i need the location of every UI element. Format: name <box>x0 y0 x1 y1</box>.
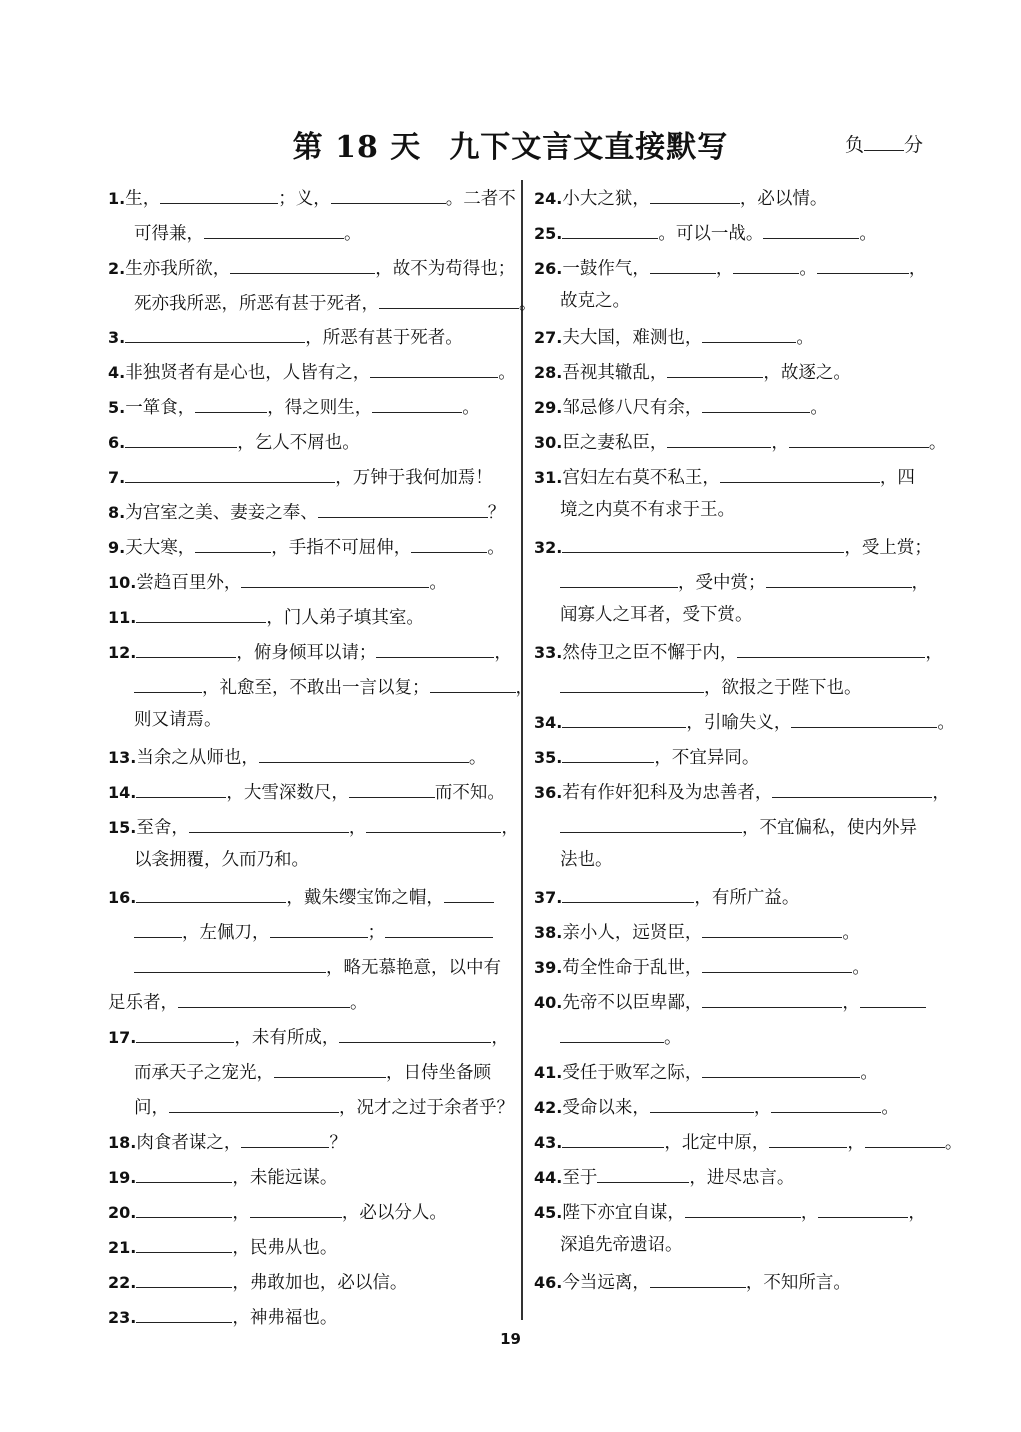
answer-blank[interactable] <box>379 291 519 309</box>
score-field: 负 分 <box>845 134 924 156</box>
item-40-cont: 。 <box>560 1025 682 1048</box>
answer-blank[interactable] <box>195 535 271 553</box>
answer-blank[interactable] <box>650 1095 754 1113</box>
answer-blank[interactable] <box>860 990 926 1008</box>
answer-blank[interactable] <box>349 780 435 798</box>
answer-blank[interactable] <box>702 955 852 973</box>
answer-blank[interactable] <box>702 325 796 343</box>
answer-blank[interactable] <box>339 1025 491 1043</box>
item-15-cont: 以衾拥覆，久而乃和。 <box>134 850 309 870</box>
answer-blank[interactable] <box>562 1130 664 1148</box>
item-36-cont: ，不宜偏私，使内外异 <box>560 815 917 838</box>
item-2: 2.生亦我所欲， ，故不为苟得也； <box>108 256 515 279</box>
item-14: 14. ，大雪深数尺， 而不知。 <box>108 780 505 803</box>
answer-blank[interactable] <box>772 780 932 798</box>
answer-blank[interactable] <box>136 1165 232 1183</box>
answer-blank[interactable] <box>737 640 925 658</box>
answer-blank[interactable] <box>136 1235 232 1253</box>
answer-blank[interactable] <box>178 990 350 1008</box>
answer-blank[interactable] <box>789 430 929 448</box>
answer-blank[interactable] <box>250 1200 342 1218</box>
answer-blank[interactable] <box>562 535 844 553</box>
answer-blank[interactable] <box>366 815 501 833</box>
answer-blank[interactable] <box>766 570 912 588</box>
item-36: 36.若有作奸犯科及为忠善者， ， <box>534 780 950 803</box>
item-16-cont: ，左佩刀， ； <box>134 920 493 943</box>
answer-blank[interactable] <box>444 885 494 903</box>
item-42: 42.受命以来， ， 。 <box>534 1095 899 1118</box>
answer-blank[interactable] <box>818 1200 908 1218</box>
item-32-cont2: 闻寡人之耳者，受下赏。 <box>560 605 753 625</box>
answer-blank[interactable] <box>372 395 462 413</box>
answer-blank[interactable] <box>560 570 678 588</box>
answer-blank[interactable] <box>241 570 429 588</box>
answer-blank[interactable] <box>430 675 516 693</box>
item-30: 30.臣之妻私臣， ， 。 <box>534 430 946 453</box>
item-16-cont2: ，略无慕艳意，以中有 <box>134 955 501 978</box>
answer-blank[interactable] <box>160 186 278 204</box>
item-6: 6. ，乞人不屑也。 <box>108 430 360 453</box>
answer-blank[interactable] <box>733 256 799 274</box>
answer-blank[interactable] <box>702 395 810 413</box>
answer-blank[interactable] <box>136 1305 232 1323</box>
item-41: 41.受任于败军之际， 。 <box>534 1060 878 1083</box>
answer-blank[interactable] <box>385 920 493 938</box>
item-4: 4.非独贤者有是心也，人皆有之， 。 <box>108 360 516 383</box>
item-28: 28.吾视其辙乱， ，故逐之。 <box>534 360 851 383</box>
answer-blank[interactable] <box>597 1165 689 1183</box>
item-45: 45.陛下亦宜自谋， ， ， <box>534 1200 926 1223</box>
item-25: 25. 。可以一战。 。 <box>534 221 877 244</box>
answer-blank[interactable] <box>720 465 880 483</box>
item-31: 31.宫妇左右莫不私王， ，四 <box>534 465 915 488</box>
item-19: 19. ，未能远谋。 <box>108 1165 337 1188</box>
answer-blank[interactable] <box>204 221 344 239</box>
answer-blank[interactable] <box>169 1095 339 1113</box>
answer-blank[interactable] <box>125 325 305 343</box>
item-17-cont2: 问， ，况才之过于余者乎？ <box>134 1095 514 1118</box>
item-9: 9.天大寒， ，手指不可屈伸， 。 <box>108 535 505 558</box>
item-32-cont: ，受中赏； ， <box>560 570 929 593</box>
answer-blank[interactable] <box>125 430 237 448</box>
item-12-cont: ，礼愈至，不敢出一言以复； ， <box>134 675 533 698</box>
item-35: 35. ，不宜异同。 <box>534 745 759 768</box>
answer-blank[interactable] <box>136 1025 234 1043</box>
answer-blank[interactable] <box>136 1270 232 1288</box>
item-7: 7. ，万钟于我何加焉！ <box>108 465 493 488</box>
item-12: 12. ，俯身倾耳以请； ， <box>108 640 512 663</box>
answer-blank[interactable] <box>195 395 267 413</box>
item-29: 29.邹忌修八尺有余， 。 <box>534 395 828 418</box>
item-45-cont: 深追先帝遗诏。 <box>560 1235 683 1255</box>
item-21: 21. ，民弗从也。 <box>108 1235 337 1258</box>
answer-blank[interactable] <box>769 1130 847 1148</box>
item-16: 16. ，戴朱缨宝饰之帽， <box>108 885 494 908</box>
page-number: 19 <box>500 1330 521 1348</box>
answer-blank[interactable] <box>702 1060 860 1078</box>
answer-blank[interactable] <box>650 186 740 204</box>
title-day: 第 18 天 <box>292 130 422 165</box>
answer-blank[interactable] <box>370 360 498 378</box>
item-37: 37. ，有所广益。 <box>534 885 799 908</box>
answer-blank[interactable] <box>134 920 182 938</box>
answer-blank[interactable] <box>667 430 771 448</box>
item-38: 38.亲小人，远贤臣， 。 <box>534 920 860 943</box>
answer-blank[interactable] <box>865 1130 945 1148</box>
answer-blank[interactable] <box>270 920 368 938</box>
answer-blank[interactable] <box>562 221 658 239</box>
item-33: 33.然侍卫之臣不懈于内， ， <box>534 640 943 663</box>
answer-blank[interactable] <box>560 815 742 833</box>
answer-blank[interactable] <box>189 815 349 833</box>
answer-blank[interactable] <box>562 710 686 728</box>
item-1-cont: 可得兼， 。 <box>134 221 362 244</box>
column-divider <box>521 180 523 1320</box>
answer-blank[interactable] <box>136 780 226 798</box>
answer-blank[interactable] <box>134 955 326 973</box>
item-1: 1.生， ；义， 。二者不 <box>108 186 516 209</box>
item-13: 13.当余之从师也， 。 <box>108 745 486 768</box>
item-44: 44.至于 ，进尽忠言。 <box>534 1165 794 1188</box>
answer-blank[interactable] <box>136 605 266 623</box>
title-main: 九下文言文直接默写 <box>449 130 729 165</box>
item-5: 5.一箪食， ，得之则生， 。 <box>108 395 480 418</box>
answer-blank[interactable] <box>136 640 236 658</box>
answer-blank[interactable] <box>560 1025 664 1043</box>
item-33-cont: ，欲报之于陛下也。 <box>560 675 862 698</box>
item-32: 32. ，受上赏； <box>534 535 932 558</box>
item-12-cont2: 则又请焉。 <box>134 710 222 730</box>
answer-blank[interactable] <box>650 256 716 274</box>
item-17-cont: 而承天子之宠光， ，日侍坐备顾 <box>134 1060 491 1083</box>
answer-blank[interactable] <box>274 1060 386 1078</box>
item-36-cont2: 法也。 <box>560 850 613 870</box>
score-blank[interactable] <box>864 132 904 151</box>
answer-blank[interactable] <box>763 221 859 239</box>
item-34: 34. ，引喻失义， 。 <box>534 710 955 733</box>
item-8: 8.为宫室之美、妻妾之奉、 ？ <box>108 500 505 523</box>
item-31-cont: 境之内莫不有求于王。 <box>560 500 735 520</box>
item-24: 24.小大之狱， ，必以情。 <box>534 186 827 209</box>
item-27: 27.夫大国，难测也， 。 <box>534 325 814 348</box>
item-26-cont: 故克之。 <box>560 291 630 311</box>
item-10: 10.尝趋百里外， 。 <box>108 570 447 593</box>
answer-blank[interactable] <box>702 920 842 938</box>
answer-blank[interactable] <box>136 885 286 903</box>
item-22: 22. ，弗敢加也，必以信。 <box>108 1270 407 1293</box>
answer-blank[interactable] <box>125 465 335 483</box>
answer-blank[interactable] <box>562 745 654 763</box>
answer-blank[interactable] <box>134 675 202 693</box>
item-20: 20. ， ，必以分人。 <box>108 1200 447 1223</box>
answer-blank[interactable] <box>259 745 469 763</box>
answer-blank[interactable] <box>241 1130 329 1148</box>
answer-blank[interactable] <box>331 186 446 204</box>
item-16-cont3: 足乐者， 。 <box>108 990 368 1013</box>
item-43: 43. ，北定中原， ， 。 <box>534 1130 962 1153</box>
answer-blank[interactable] <box>230 256 375 274</box>
item-11: 11. ，门人弟子填其室。 <box>108 605 424 628</box>
answer-blank[interactable] <box>560 675 704 693</box>
item-18: 18.肉食者谋之， ？ <box>108 1130 347 1153</box>
item-26: 26.一鼓作气， ， 。 ， <box>534 256 926 279</box>
item-46: 46.今当远离， ，不知所言。 <box>534 1270 851 1293</box>
answer-blank[interactable] <box>136 1200 232 1218</box>
answer-blank[interactable] <box>702 990 842 1008</box>
answer-blank[interactable] <box>685 1200 801 1218</box>
answer-blank[interactable] <box>562 885 694 903</box>
item-3: 3. ，所恶有甚于死者。 <box>108 325 463 348</box>
answer-blank[interactable] <box>667 360 763 378</box>
item-40: 40.先帝不以臣卑鄙， ， <box>534 990 926 1013</box>
answer-blank[interactable] <box>411 535 487 553</box>
item-15: 15.至舍， ， ， <box>108 815 519 838</box>
answer-blank[interactable] <box>376 640 494 658</box>
item-2-cont: 死亦我所恶，所恶有甚于死者， 。 <box>134 291 537 314</box>
answer-blank[interactable] <box>791 710 937 728</box>
answer-blank[interactable] <box>771 1095 881 1113</box>
item-23: 23. ，神弗福也。 <box>108 1305 337 1328</box>
answer-blank[interactable] <box>318 500 488 518</box>
answer-blank[interactable] <box>650 1270 746 1288</box>
item-39: 39.苟全性命于乱世， 。 <box>534 955 870 978</box>
answer-blank[interactable] <box>817 256 909 274</box>
item-17: 17. ，未有所成， ， <box>108 1025 509 1048</box>
